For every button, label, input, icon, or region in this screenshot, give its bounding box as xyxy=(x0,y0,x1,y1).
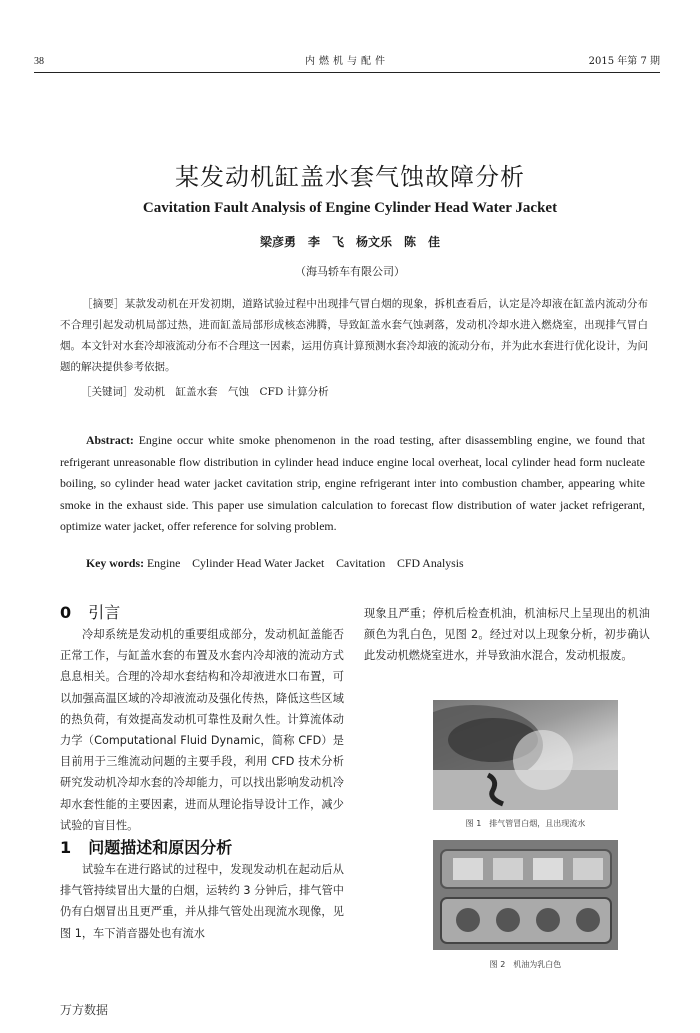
keywords-en-text: Engine Cylinder Head Water Jacket Cavitation CFD Analysis xyxy=(146,556,464,570)
abstract-cn-text: 某款发动机在开发初期，道路试验过程中出现排气冒白烟的现象，拆机查看后，认定是冷却液在缸盖内流动分布不合理引起发动机局部过热，进而缸盖局部形成核态沸腾，导致缸盖水套气蚀剥落，发动机冷却水进入燃烧室，出现排气冒白烟。本文针对水套冷却液流动分布不合理这一因素，运用仿真计算预测水套冷却液的流动分布，并为此水套进行优化设计，为问题的解决提供参考依据。 xyxy=(60,298,649,373)
section-title: 引言 xyxy=(88,603,121,622)
title-chinese: 某发动机缸盖水套气蚀故障分析 xyxy=(175,163,525,191)
watermark: 万方数据 xyxy=(60,1003,109,1017)
figure-2-caption: 图 2 机油为乳白色 xyxy=(489,960,562,969)
figure-1-photo xyxy=(433,700,618,810)
left-column xyxy=(60,603,344,944)
running-header xyxy=(34,54,660,73)
keywords-en-label: Key words: xyxy=(86,556,144,570)
section-number: 0 xyxy=(60,603,72,622)
keywords-chinese xyxy=(81,382,329,403)
authors: 梁彦勇 李 飞 杨文乐 陈 佳 xyxy=(259,235,440,249)
section-number: 1 xyxy=(60,838,72,858)
section-paragraph: 冷却系统是发动机的重要组成部分，发动机缸盖能否正常工作，与缸盖水套的布置及水套内冷却液的流动方式息息相关。合理的冷却水套结构和冷却液进水口布置，可以加强高温区域的冷却液流动及强化传热，降低这些区域的热负荷，有效提高发动机可靠性及耐久性。计算流体动力学（Computational Fluid Dynamic，简称 CFD）是目前用于三维流动问题的主要手段，利用 CFD 技术分析研究发动机冷却水套的冷却能力，可以找出影响发动机冷却水套性能的主要因素，进而从理论指导设计工作，减少试验的盲目性。 xyxy=(60,628,344,832)
keywords-cn-label: ［关键词］ xyxy=(81,386,134,398)
issue-label: 2015 年第 7 期 xyxy=(588,56,660,67)
abstract-en-label: Abstract: xyxy=(86,433,134,447)
section-title: 问题描述和原因分析 xyxy=(88,838,233,858)
abstract-en-text: Engine occur white smoke phenomenon in the road testing, after disassembling engine, we found that refrigerant unreasonable flow distribution in cylinder head induce engine local overheat, local cylinder head form nucleate boiling, so cylinder head water jacket cavitation strip, engine refrigerant inter into combustion chamber, appearing white smoke in the exhaust side. This paper use simulation calculation to forecast flow distribution of water jacket refrigerant, optimize water jacket, offer reference for solving problem. xyxy=(60,433,645,534)
figure-1-caption: 图 1 排气管冒白烟，且出现流水 xyxy=(465,819,586,828)
keywords-english xyxy=(86,554,464,571)
journal-name: 内燃机与配件 xyxy=(305,56,389,67)
exhaust-pipe-illustration xyxy=(433,700,618,810)
page-number: 38 xyxy=(34,56,44,67)
title-english: Cavitation Fault Analysis of Engine Cylinder Head Water Jacket xyxy=(142,200,558,216)
affiliation: （海马轿车有限公司） xyxy=(295,265,405,278)
keywords-cn-text: 发动机 缸盖水套 气蚀 CFD 计算分析 xyxy=(133,386,329,398)
abstract-cn-label: ［摘要］ xyxy=(82,298,125,310)
abstract-english xyxy=(60,430,645,538)
section-heading-0 xyxy=(60,603,344,623)
right-column xyxy=(364,603,650,667)
right-column-paragraph: 现象且严重；停机后检查机油，机油标尺上呈现出的机油颜色为乳白色，见图 2。经过对以上现象分析，初步确认此发动机燃烧室进水，并导致油水混合，发动机报废。 xyxy=(364,607,650,663)
engine-oil-illustration xyxy=(433,840,618,950)
section-paragraph: 试验车在进行路试的过程中，发现发动机在起动后从排气管持续冒出大量的白烟，运转约 3 分钟后，排气管中仍有白烟冒出且更严重，并从排气管处出现流水现像，见图 1，车下消音器处也有流水 xyxy=(60,863,344,940)
figure-2-photo xyxy=(433,840,618,950)
abstract-chinese xyxy=(60,294,648,378)
section-heading-1 xyxy=(60,838,344,858)
